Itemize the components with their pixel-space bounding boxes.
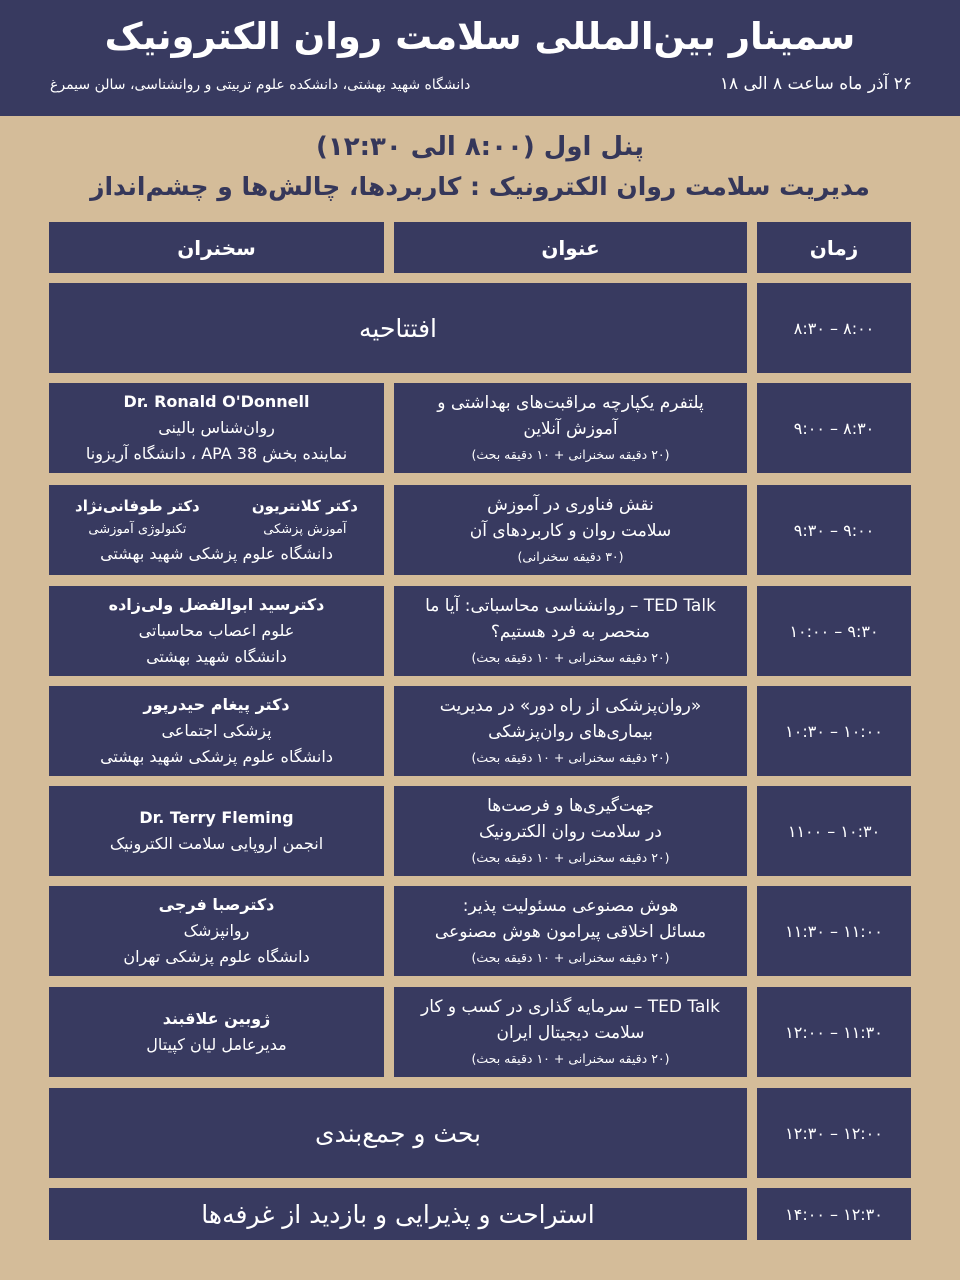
event-title: سمینار بین‌المللی سلامت روان الکترونیک bbox=[104, 15, 856, 58]
time-cell: ۹:۳۰ – ۱۰:۰۰ bbox=[757, 586, 911, 676]
time-cell: ۸:۰۰ – ۸:۳۰ bbox=[757, 283, 911, 373]
speaker-name: دکترسید ابوالفضل ولی‌زاده bbox=[108, 595, 325, 614]
speaker-kalantarion: دکتر کلانتریون آموزش پزشکی bbox=[251, 497, 358, 537]
time-cell: ۹:۰۰ – ۹:۳۰ bbox=[757, 485, 911, 575]
duration: (۲۰ دقیقه سخنرانی + ۱۰ دقیقه بحث) bbox=[471, 750, 670, 765]
duration: (۲۰ دقیقه سخنرانی + ۱۰ دقیقه بحث) bbox=[471, 1051, 670, 1066]
duration: (۲۰ دقیقه سخنرانی + ۱۰ دقیقه بحث) bbox=[471, 850, 670, 865]
time-cell: ۱۰:۳۰ – ۱۱۰۰ bbox=[757, 786, 911, 876]
break-cell: استراحت و پذیرایی و بازدید از غرفه‌ها bbox=[49, 1188, 747, 1240]
speaker-name: دکتر پیغام حیدرپور bbox=[143, 695, 290, 714]
panel-title: پنل اول (۸:۰۰ الی ۱۲:۳۰) bbox=[315, 132, 645, 162]
time-cell: ۱۰:۰۰ – ۱۰:۳۰ bbox=[757, 686, 911, 776]
speaker-name: Dr. Terry Fleming bbox=[139, 808, 294, 827]
event-date: ۲۶ آذر ماه ساعت ۸ الی ۱۸ bbox=[719, 74, 912, 94]
time-cell: ۱۲:۳۰ – ۱۴:۰۰ bbox=[757, 1188, 911, 1240]
speaker-cell: دکتر پیغام حیدرپور پزشکی اجتماعی دانشگاه علوم پزشکی شهید بهشتی bbox=[49, 686, 384, 776]
duration: (۲۰ دقیقه سخنرانی + ۱۰ دقیقه بحث) bbox=[471, 650, 670, 665]
topic-cell: TED Talk – روانشناسی محاسباتی: آیا ما منحصر به فرد هستیم؟ (۲۰ دقیقه سخنرانی + ۱۰ دقیقه بحث) bbox=[394, 586, 747, 676]
event-venue: دانشگاه شهید بهشتی، دانشکده علوم تربیتی و روانشناسی، سالن سیمرغ bbox=[50, 77, 471, 93]
topic-cell: TED Talk – سرمایه گذاری در کسب و کار سلامت دیجیتال ایران (۲۰ دقیقه سخنرانی + ۱۰ دقیقه بحث) bbox=[394, 987, 747, 1077]
topic-cell: پلتفرم یکپارچه مراقبت‌های بهداشتی و آموزش آنلاین (۲۰ دقیقه سخنرانی + ۱۰ دقیقه بحث) bbox=[394, 383, 747, 473]
duration: (۳۰ دقیقه سخنرانی) bbox=[517, 549, 624, 564]
speaker-cell: دکترسید ابوالفضل ولی‌زاده علوم اعصاب محاسباتی دانشگاه شهید بهشتی bbox=[49, 586, 384, 676]
time-cell: ۱۱:۰۰ – ۱۱:۳۰ bbox=[757, 886, 911, 976]
speaker-name: ژوبین علاقبند bbox=[162, 1009, 271, 1028]
speaker-cell: دکترصبا فرجی روانپزشک دانشگاه علوم پزشکی تهران bbox=[49, 886, 384, 976]
topic-cell: نقش فناوری در آموزش سلامت روان و کاربردهای آن (۳۰ دقیقه سخنرانی) bbox=[394, 485, 747, 575]
duration: (۲۰ دقیقه سخنرانی + ۱۰ دقیقه بحث) bbox=[471, 447, 670, 462]
header-topic: عنوان bbox=[394, 222, 747, 273]
time-cell: ۱۱:۳۰ – ۱۲:۰۰ bbox=[757, 987, 911, 1077]
speaker-name: Dr. Ronald O'Donnell bbox=[123, 392, 310, 411]
topic-cell: هوش مصنوعی مسئولیت پذیر: مسائل اخلاقی پیرامون هوش مصنوعی (۲۰ دقیقه سخنرانی + ۱۰ دقیقه بحث) bbox=[394, 886, 747, 976]
speaker-name: دکترصبا فرجی bbox=[158, 895, 275, 914]
opening-cell: افتتاحیه bbox=[49, 283, 747, 373]
topic-cell: «روان‌پزشکی از راه دور» در مدیریت بیماری‌های روان‌پزشکی (۲۰ دقیقه سخنرانی + ۱۰ دقیقه بحث) bbox=[394, 686, 747, 776]
header-time: زمان bbox=[757, 222, 911, 273]
speaker-cell: ژوبین علاقبند مدیرعامل لیان کپیتال bbox=[49, 987, 384, 1077]
speaker-cell: دکتر کلانتریون آموزش پزشکی دکتر طوفانی‌نژاد تکنولوژی آموزشی دانشگاه علوم پزشکی شهید بهشتی bbox=[49, 485, 384, 575]
speaker-cell: Dr. Ronald O'Donnell روان‌شناس بالینی نماینده بخش APA 38 ، دانشگاه آریزونا bbox=[49, 383, 384, 473]
header bbox=[0, 0, 960, 116]
speaker-toufaninejad: دکتر طوفانی‌نژاد تکنولوژی آموزشی bbox=[75, 497, 200, 537]
duration: (۲۰ دقیقه سخنرانی + ۱۰ دقیقه بحث) bbox=[471, 950, 670, 965]
time-cell: ۱۲:۰۰ – ۱۲:۳۰ bbox=[757, 1088, 911, 1178]
time-cell: ۸:۳۰ – ۹:۰۰ bbox=[757, 383, 911, 473]
panel-subtitle: مدیریت سلامت روان الکترونیک : کاربردها، چالش‌ها و چشم‌انداز bbox=[90, 172, 870, 201]
speaker-cell: Dr. Terry Fleming انجمن اروپایی سلامت الکترونیک bbox=[49, 786, 384, 876]
header-speakers: سخنران bbox=[49, 222, 384, 273]
topic-cell: جهت‌گیری‌ها و فرصت‌ها در سلامت روان الکترونیک (۲۰ دقیقه سخنرانی + ۱۰ دقیقه بحث) bbox=[394, 786, 747, 876]
discussion-cell: بحث و جمع‌بندی bbox=[49, 1088, 747, 1178]
